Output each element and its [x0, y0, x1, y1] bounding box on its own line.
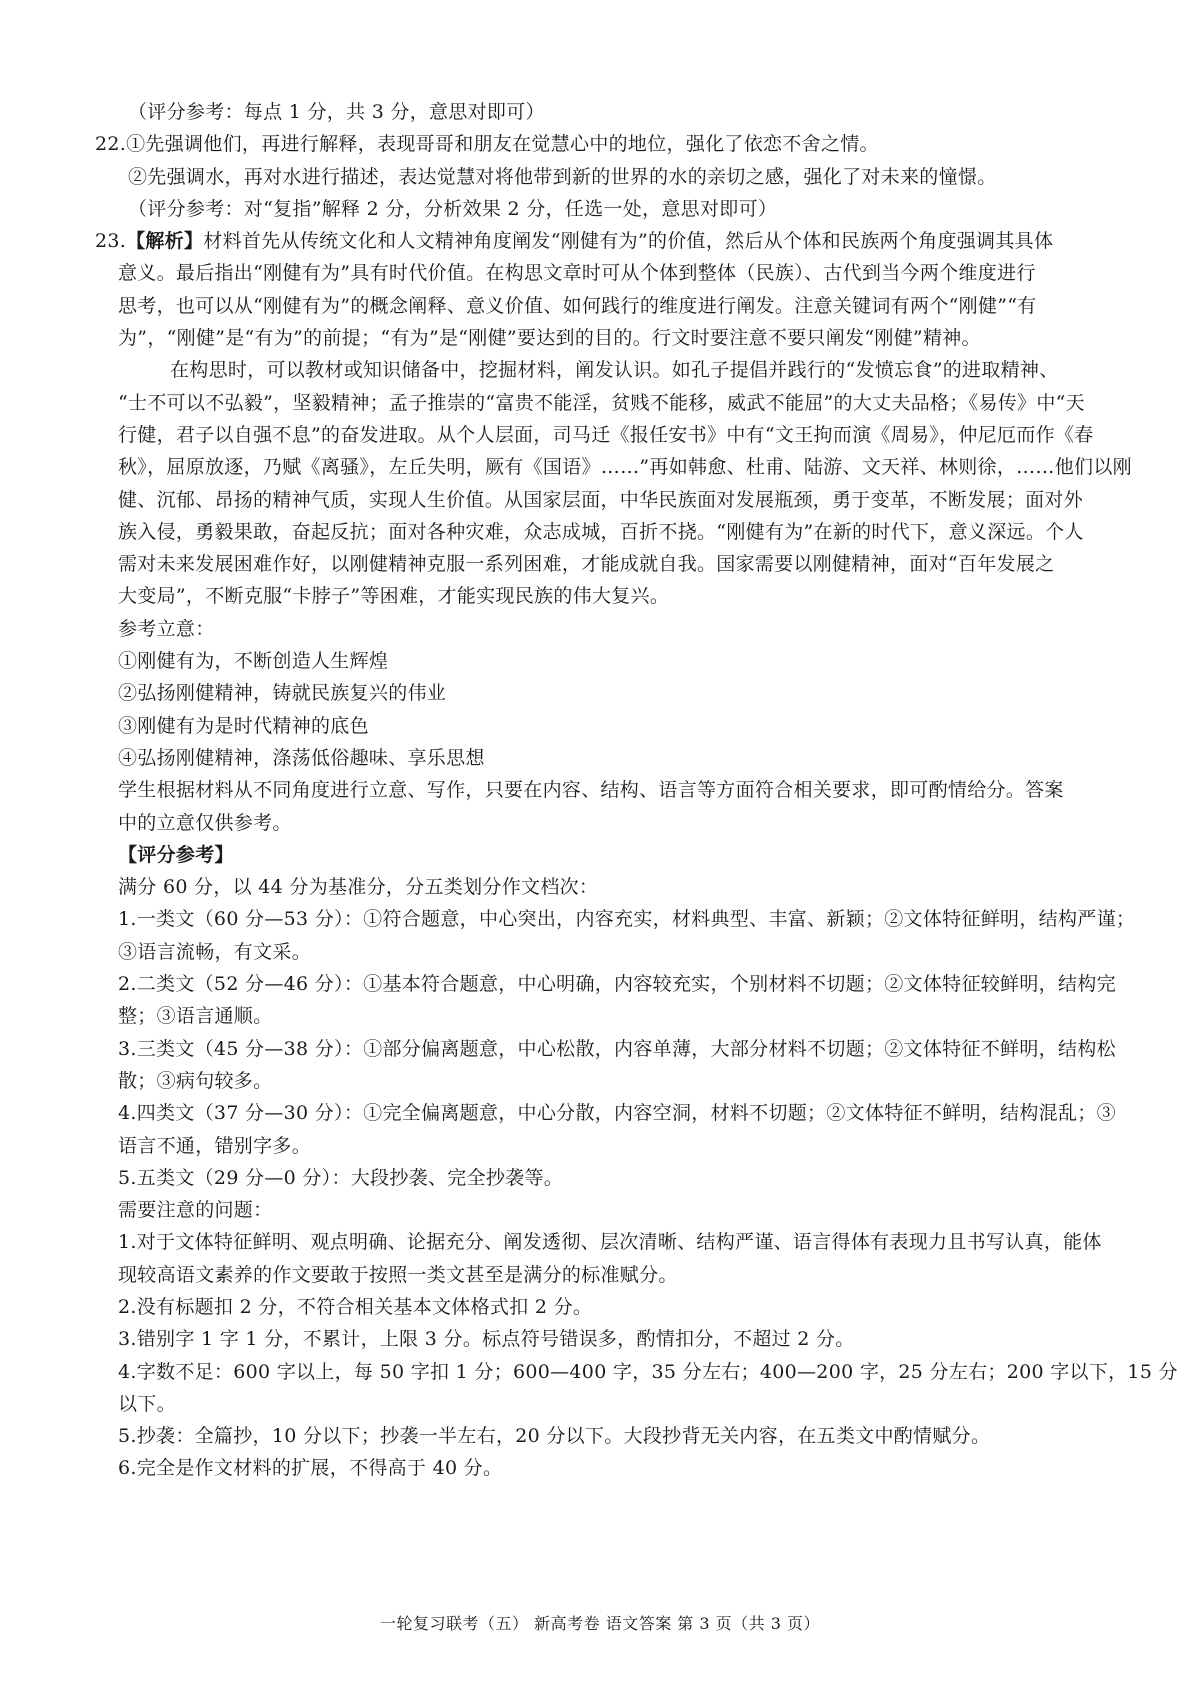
answer-22-point-1: 22.①先强调他们，再进行解释，表现哥哥和朋友在觉慧心中的地位，强化了依恋不舍之情。 [95, 133, 879, 156]
note-item: 4.字数不足：600 字以上，每 50 字扣 1 分；600—400 字，35 分左右；400—200 字，25 分左右；200 字以下，15 分 [118, 1360, 1178, 1383]
analysis-line: 健、沉郁、昂扬的精神气质，实现人生价值。从国家层面，中华民族面对发展瓶颈，勇于变革，不断发展；面对外 [118, 488, 1084, 511]
analysis-line: 为”，“刚健”是“有为”的前提；“有为”是“刚健”要达到的目的。行文时要注意不要只阐发“刚健”精神。 [118, 327, 981, 350]
analysis-line: 思考，也可以从“刚健有为”的概念阐释、意义价值、如何践行的维度进行阐发。注意关键词有两个“刚健”“有 [118, 294, 1037, 317]
grade-level-2: 2.二类文（52 分—46 分）：①基本符合题意，中心明确，内容较充实，个别材料不切题；②文体特征较鲜明，结构完 [118, 973, 1116, 996]
analysis-line: 意义。最后指出“刚健有为”具有时代价值。在构思文章时可从个体到整体（民族）、古代到当今两个维度进行 [118, 262, 1036, 285]
grade-level-3: 3.三类文（45 分—38 分）：①部分偏离题意，中心松散，内容单薄，大部分材料不切题；②文体特征不鲜明，结构松 [118, 1037, 1116, 1060]
analysis-paragraph-2-start: 在构思时，可以教材或知识储备中，挖掘材料，阐发认识。如孔子提倡并践行的“发愤忘食”的进取精神、 [170, 359, 1059, 382]
grade-level-4-cont: 语言不通，错别字多。 [118, 1134, 312, 1157]
answer-23-line-1: 23.【解析】材料首先从传统文化和人文精神角度阐发“刚健有为”的价值，然后从个体和民族两个角度强调其具体 [95, 230, 1054, 253]
reference-theme-item: ②弘扬刚健精神，铸就民族复兴的伟业 [118, 682, 447, 705]
reference-theme-item: ④弘扬刚健精神，涤荡低俗趣味、享乐思想 [118, 746, 485, 769]
scoring-note-22: （评分参考：对“复指”解释 2 分，分析效果 2 分，任选一处，意思对即可） [128, 197, 778, 220]
analysis-line: 大变局”，不断克服“卡脖子”等困难，才能实现民族的伟大复兴。 [118, 585, 670, 608]
scoring-note-21: （评分参考：每点 1 分，共 3 分，意思对即可） [128, 101, 545, 123]
grade-level-4: 4.四类文（37 分—30 分）：①完全偏离题意，中心分散，内容空洞，材料不切题；②文体特征不鲜明，结构混乱；③ [118, 1102, 1116, 1125]
notes-heading: 需要注意的问题： [118, 1199, 273, 1222]
note-item-cont: 现较高语文素养的作文要敢于按照一类文甚至是满分的标准赋分。 [118, 1263, 678, 1286]
reference-theme-item: ③刚健有为是时代精神的底色 [118, 714, 369, 737]
reference-theme-item: ①刚健有为，不断创造人生辉煌 [118, 650, 389, 673]
page-footer: 一轮复习联考（五） 新高考卷 语文答案 第 3 页（共 3 页） [380, 1614, 820, 1633]
question-number-23: 23. [95, 230, 127, 253]
reference-theme-heading: 参考立意： [118, 617, 215, 640]
theme-note: 学生根据材料从不同角度进行立意、写作，只要在内容、结构、语言等方面符合相关要求，即可酌情给分。答案 [118, 779, 1064, 802]
answer-content [95, 96, 1178, 1485]
grade-level-1-cont: ③语言流畅，有文采。 [118, 940, 312, 963]
theme-note: 中的立意仅供参考。 [118, 811, 292, 834]
grade-level-3-cont: 散；③病句较多。 [118, 1069, 273, 1092]
analysis-line: 行健，君子以自强不息”的奋发进取。从个人层面，司马迁《报任安书》中有“文王拘而演《周易》，仲尼厄而作《春 [118, 423, 1094, 446]
note-item-cont: 以下。 [118, 1392, 176, 1415]
full-score-note: 满分 60 分，以 44 分为基准分，分五类划分作文档次： [118, 876, 599, 899]
note-item: 5.抄袭：全篇抄，10 分以下；抄袭一半左右，20 分以下。大段抄背无关内容，在五类文中酌情赋分。 [118, 1425, 991, 1448]
note-item: 2.没有标题扣 2 分，不符合相关基本文体格式扣 2 分。 [118, 1295, 593, 1318]
analysis-line: 秋》，屈原放逐，乃赋《离骚》，左丘失明，厥有《国语》……”再如韩愈、杜甫、陆游、文天祥、林则徐，……他们以刚 [118, 456, 1132, 479]
grade-level-1: 1.一类文（60 分—53 分）：①符合题意，中心突出，内容充实，材料典型、丰富、新颖；②文体特征鲜明，结构严谨； [118, 908, 1136, 931]
answer-22-point-2: ②先强调水，再对水进行描述，表达觉慧对将他带到新的世界的水的亲切之感，强化了对未来的憧憬。 [128, 165, 997, 188]
note-item: 1.对于文体特征鲜明、观点明确、论据充分、阐发透彻、层次清晰、结构严谨、语言得体有表现力且书写认真，能体 [118, 1231, 1102, 1254]
note-item: 3.错别字 1 字 1 分，不累计，上限 3 分。标点符号错误多，酌情扣分，不超过 2 分。 [118, 1328, 855, 1351]
grade-level-5: 5.五类文（29 分—0 分）：大段抄袭、完全抄袭等。 [118, 1166, 564, 1189]
analysis-line: 族入侵，勇毅果敢，奋起反抗；面对各种灾难，众志成城，百折不挠。“刚健有为”在新的时代下，意义深远。个人 [118, 520, 1084, 543]
grade-level-2-cont: 整；③语言通顺。 [118, 1005, 273, 1028]
analysis-line: 需对未来发展困难作好，以刚健精神克服一系列困难，才能成就自我。国家需要以刚健精神，面对“百年发展之 [118, 553, 1055, 576]
scoring-reference-heading: 【评分参考】 [118, 843, 234, 866]
note-item: 6.完全是作文材料的扩展，不得高于 40 分。 [118, 1457, 503, 1480]
analysis-tag: 【解析】 [126, 230, 204, 253]
analysis-line: “士不可以不弘毅”，坚毅精神；孟子推崇的“富贵不能淫，贫贱不能移，威武不能屈”的大丈夫品格；《易传》中“天 [118, 391, 1085, 414]
